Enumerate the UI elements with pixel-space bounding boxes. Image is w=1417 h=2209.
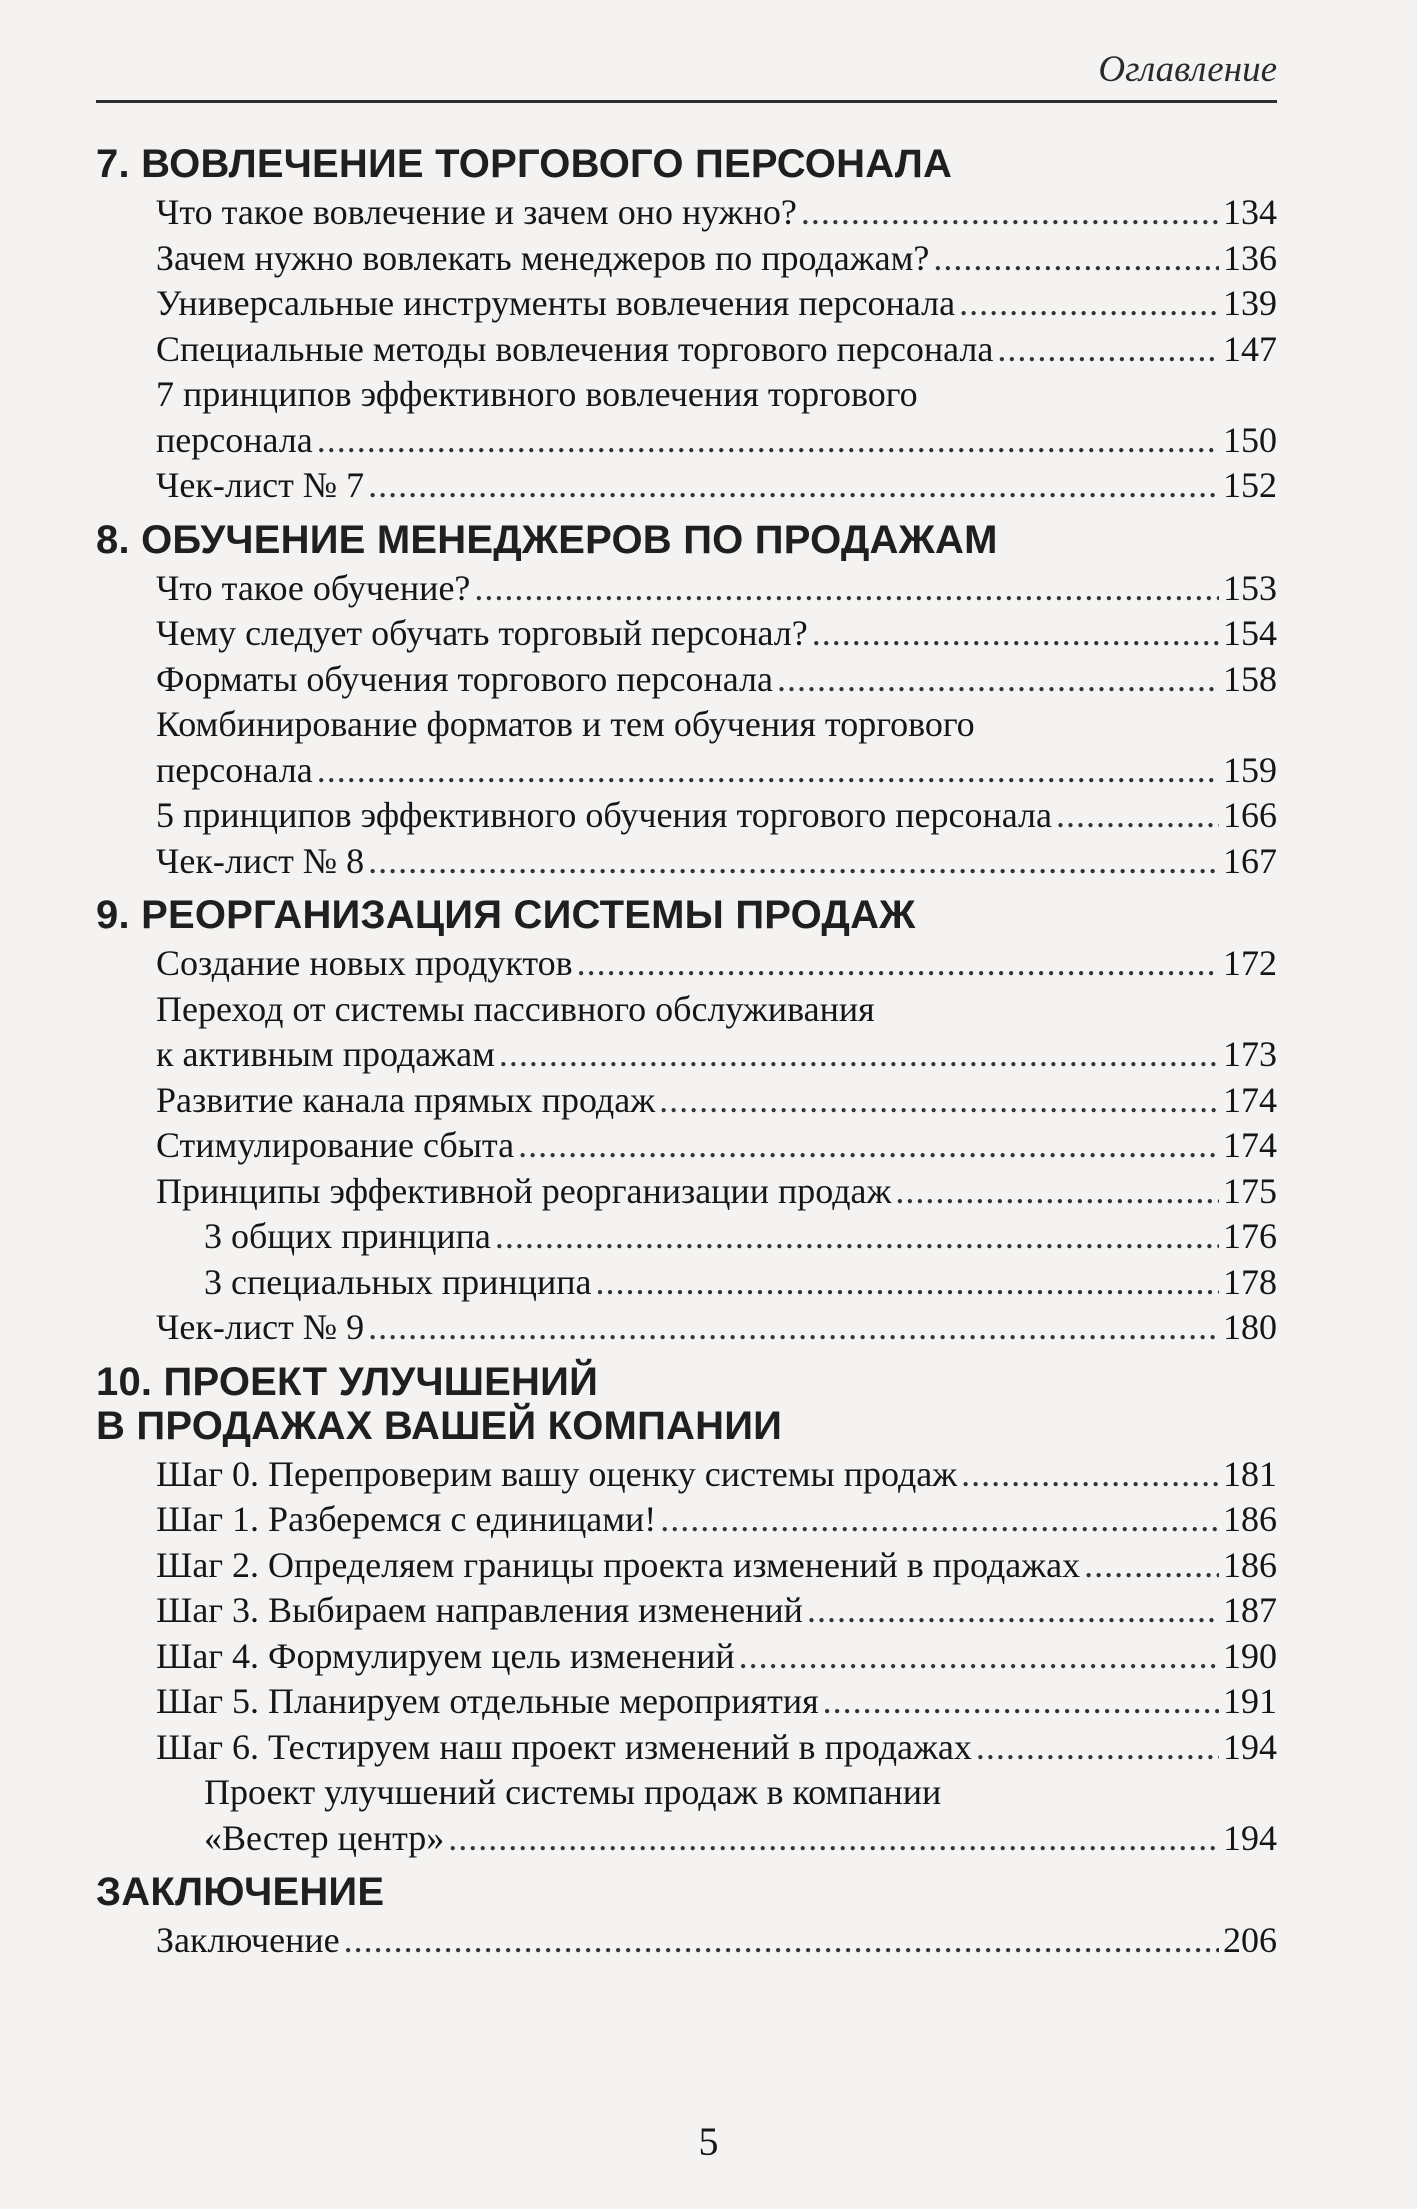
entry-page-number: 139 — [1223, 283, 1277, 323]
toc-entry[interactable] — [156, 1588, 1277, 1634]
dot-leader — [997, 327, 1219, 373]
entry-page-number: 134 — [1223, 192, 1277, 232]
dot-leader — [660, 1497, 1219, 1543]
toc-section — [96, 142, 1277, 509]
dot-leader — [739, 1634, 1219, 1680]
entry-title: персонала — [156, 749, 313, 790]
entry-page-number: 152 — [1223, 465, 1277, 505]
toc-entry[interactable] — [156, 941, 1277, 987]
toc-entry[interactable] — [156, 1078, 1277, 1124]
entry-page-number: 166 — [1223, 795, 1277, 835]
entry-page-number: 158 — [1223, 658, 1277, 699]
toc-entry[interactable] — [156, 1169, 1277, 1215]
dot-leader — [495, 1214, 1219, 1260]
dot-leader — [659, 1078, 1219, 1124]
toc-entry-multiline[interactable] — [204, 1770, 1277, 1861]
toc-entry-multiline[interactable] — [156, 372, 1277, 463]
entry-title: Создание новых продуктов — [156, 943, 573, 983]
entry-page-number: 187 — [1223, 1590, 1277, 1630]
dot-leader — [368, 1305, 1219, 1351]
entry-page-number: 206 — [1223, 1920, 1277, 1960]
entry-title: Шаг 0. Перепроверим вашу оценку системы продаж — [156, 1453, 958, 1494]
dot-leader — [368, 839, 1219, 885]
toc-entry[interactable] — [156, 1123, 1277, 1169]
entry-title: Принципы эффективной реорганизации продаж — [156, 1170, 892, 1211]
dot-leader — [961, 1452, 1219, 1498]
toc-entry[interactable] — [156, 327, 1277, 373]
entry-page-number: 176 — [1223, 1216, 1277, 1256]
entry-title-line: Переход от системы пассивного обслуживания — [156, 988, 875, 1029]
entry-title-line: Комбинирование форматов и тем обучения торгового — [156, 704, 975, 744]
dot-leader — [317, 748, 1219, 794]
toc-entry[interactable] — [156, 611, 1277, 657]
entry-page-number: 190 — [1223, 1635, 1277, 1676]
entry-title: Шаг 6. Тестируем наш проект изменений в продажах — [156, 1726, 972, 1767]
entry-title: «Вестер центр» — [204, 1817, 445, 1858]
entry-title: Чек-лист № 8 — [156, 840, 365, 881]
section-title: 7. ВОВЛЕЧЕНИЕ ТОРГОВОГО ПЕРСОНАЛА — [96, 142, 953, 186]
section-title: 9. РЕОРГАНИЗАЦИЯ СИСТЕМЫ ПРОДАЖ — [96, 893, 916, 937]
toc-entry[interactable] — [204, 1816, 1277, 1862]
dot-leader — [368, 463, 1219, 509]
toc-entry[interactable] — [156, 1305, 1277, 1351]
toc-section — [96, 893, 1277, 1351]
toc-entry[interactable] — [156, 793, 1277, 839]
entry-title: Чек-лист № 9 — [156, 1307, 365, 1347]
toc-entry[interactable] — [156, 1918, 1277, 1964]
entry-title: Развитие канала прямых продаж — [156, 1079, 656, 1120]
dot-leader — [823, 1679, 1219, 1725]
toc-entry[interactable] — [156, 1679, 1277, 1725]
entry-title: Универсальные инструменты вовлечения персонала — [156, 283, 956, 323]
entry-page-number: 175 — [1223, 1170, 1277, 1211]
entry-title: Шаг 5. Планируем отдельные мероприятия — [156, 1681, 819, 1721]
table-of-contents — [96, 142, 1277, 1973]
entry-page-number: 136 — [1223, 237, 1277, 278]
dot-leader — [448, 1816, 1219, 1862]
dot-leader — [317, 418, 1219, 464]
toc-entry[interactable] — [156, 1634, 1277, 1680]
entry-title-line: 7 принципов эффективного вовлечения торгового — [156, 374, 918, 414]
toc-entry[interactable] — [156, 748, 1277, 794]
entry-title: Заключение — [156, 1920, 340, 1960]
toc-entry[interactable] — [156, 190, 1277, 236]
dot-leader — [807, 1588, 1219, 1634]
toc-entry[interactable] — [156, 839, 1277, 885]
entry-page-number: 194 — [1223, 1817, 1277, 1858]
toc-entry[interactable] — [156, 1543, 1277, 1589]
toc-entry-multiline[interactable] — [156, 702, 1277, 793]
page-number: 5 — [698, 2119, 719, 2164]
toc-entry[interactable] — [156, 1452, 1277, 1498]
toc-entry[interactable] — [156, 281, 1277, 327]
entry-page-number: 174 — [1223, 1079, 1277, 1120]
entry-page-number: 150 — [1223, 419, 1277, 460]
dot-leader — [344, 1918, 1219, 1964]
toc-entry[interactable] — [156, 1497, 1277, 1543]
toc-entry[interactable] — [156, 463, 1277, 509]
toc-entry[interactable] — [156, 1032, 1277, 1078]
dot-leader — [895, 1169, 1219, 1215]
entry-page-number: 181 — [1223, 1453, 1277, 1494]
entry-title: 5 принципов эффективного обучения торгового персонала — [156, 795, 1052, 835]
entry-title: Шаг 1. Разберемся с единицами! — [156, 1499, 657, 1539]
entry-page-number: 186 — [1223, 1499, 1277, 1539]
entry-title-line: Проект улучшений системы продаж в компании — [204, 1772, 942, 1812]
header-rule — [96, 100, 1277, 103]
dot-leader — [812, 611, 1219, 657]
toc-entry[interactable] — [156, 236, 1277, 282]
entry-title: Шаг 2. Определяем границы проекта изменений в продажах — [156, 1544, 1081, 1585]
dot-leader — [959, 281, 1219, 327]
toc-entry[interactable] — [156, 1725, 1277, 1771]
entry-title: Что такое вовлечение и зачем оно нужно? — [156, 192, 797, 232]
entry-page-number: 153 — [1223, 567, 1277, 608]
entry-page-number: 154 — [1223, 613, 1277, 653]
dot-leader — [577, 941, 1219, 987]
section-title: ЗАКЛЮЧЕНИЕ — [96, 1870, 385, 1914]
entry-page-number: 180 — [1223, 1307, 1277, 1347]
entry-title: к активным продажам — [156, 1034, 495, 1074]
entry-title: Специальные методы вовлечения торгового персонала — [156, 328, 994, 369]
entry-title: Форматы обучения торгового персонала — [156, 658, 773, 699]
entry-page-number: 147 — [1223, 328, 1277, 369]
toc-entry[interactable] — [204, 1260, 1277, 1306]
toc-section — [96, 1360, 1277, 1862]
entry-title: Чек-лист № 7 — [156, 465, 365, 505]
dot-leader — [801, 190, 1219, 236]
entry-title: Шаг 4. Формулируем цель изменений — [156, 1635, 735, 1676]
entry-title: Шаг 3. Выбираем направления изменений — [156, 1590, 803, 1630]
entry-title: Чему следует обучать торговый персонал? — [156, 613, 808, 653]
dot-leader — [1056, 793, 1219, 839]
section-title: 8. ОБУЧЕНИЕ МЕНЕДЖЕРОВ ПО ПРОДАЖАМ — [96, 517, 998, 562]
dot-leader — [595, 1260, 1219, 1306]
toc-entry[interactable] — [156, 657, 1277, 703]
toc-entry[interactable] — [156, 566, 1277, 612]
entry-page-number: 159 — [1223, 749, 1277, 790]
entry-title: персонала — [156, 419, 313, 460]
dot-leader — [933, 236, 1219, 282]
dot-leader — [1084, 1543, 1219, 1589]
entry-title: Стимулирование сбыта — [156, 1125, 515, 1165]
toc-section — [96, 1870, 1277, 1964]
dot-leader — [474, 566, 1219, 612]
dot-leader — [777, 657, 1219, 703]
entry-page-number: 191 — [1223, 1681, 1277, 1721]
dot-leader — [976, 1725, 1219, 1771]
dot-leader — [499, 1032, 1219, 1078]
toc-entry[interactable] — [156, 418, 1277, 464]
dot-leader — [518, 1123, 1219, 1169]
entry-page-number: 194 — [1223, 1726, 1277, 1767]
entry-page-number: 173 — [1223, 1034, 1277, 1074]
entry-page-number: 167 — [1223, 840, 1277, 881]
entry-title: Зачем нужно вовлекать менеджеров по продажам? — [156, 237, 930, 278]
running-header: Оглавление — [1098, 49, 1277, 90]
entry-title: 3 специальных принципа — [204, 1261, 592, 1302]
toc-section — [96, 518, 1277, 885]
entry-page-number: 178 — [1223, 1261, 1277, 1302]
entry-title: 3 общих принципа — [204, 1216, 491, 1256]
toc-entry[interactable] — [204, 1214, 1277, 1260]
entry-title: Что такое обучение? — [156, 567, 471, 608]
entry-page-number: 186 — [1223, 1544, 1277, 1585]
toc-entry-multiline[interactable] — [156, 987, 1277, 1078]
entry-page-number: 172 — [1223, 943, 1277, 983]
entry-page-number: 174 — [1223, 1125, 1277, 1165]
section-title: 10. ПРОЕКТ УЛУЧШЕНИЙ В ПРОДАЖАХ ВАШЕЙ КОМПАНИИ — [96, 1359, 783, 1448]
